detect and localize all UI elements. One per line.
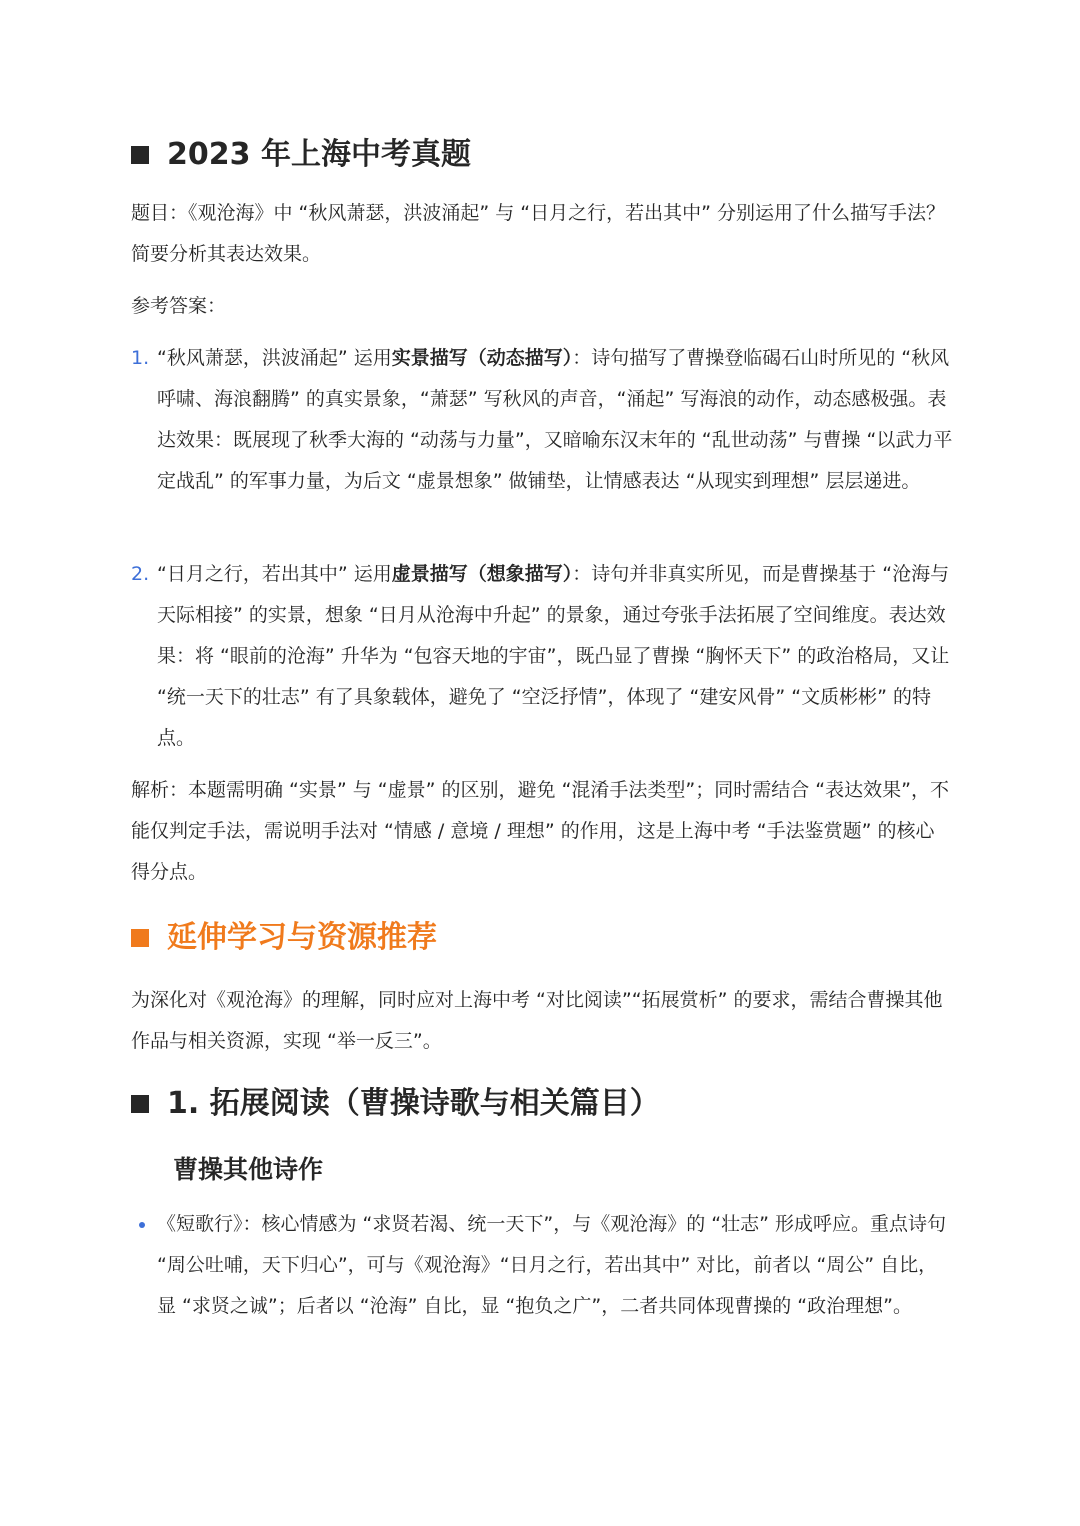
- subheading-other-poems: 曹操其他诗作: [173, 1155, 324, 1184]
- list-number: 1.: [131, 347, 150, 369]
- answer-prefix: “秋风萧瑟，洪波涌起” 运用: [157, 347, 392, 369]
- answer-detail: ：诗句并非真实所见，而是曹操基于 “沧海与天际相接” 的实景，想象 “日月从沧海中升起” 的景象，通过夸张手法拓展了空间维度。表达效果：将 “眼前的沧海” 升华为 “包容天地的宇宙”，既凸显了曹操 “胸怀天下” 的政治格局，又让 “统一天下的壮志” 有了具象载体，避免了 “空泛抒情”，体现了 “建安风骨” “文质彬彬” 的特点。: [157, 563, 950, 749]
- bullet-dot-icon: [139, 1222, 145, 1228]
- list-number: 2.: [131, 563, 150, 585]
- question-paragraph: 题目：《观沧海》中 “秋风萧瑟，洪波涌起” 与 “日月之行，若出其中” 分别运用了什么描写手法？简要分析其表达效果。: [131, 202, 946, 265]
- answer-technique: 实景描写（动态描写）: [391, 347, 573, 369]
- square-bullet-icon: [131, 929, 149, 947]
- square-bullet-icon: [131, 146, 149, 164]
- analysis-paragraph: 解析：本题需明确 “实景” 与 “虚景” 的区别，避免 “混淆手法类型”；同时需结合 “表达效果”，不能仅判定手法，需说明手法对 “情感 / 意境 / 理想” 的作用，这是上海中考 “手法鉴赏题” 的核心得分点。: [131, 779, 949, 883]
- answer-technique: 虚景描写（想象描写）: [391, 563, 573, 585]
- bullet-item-duangexing: [131, 1204, 953, 1327]
- answer-item-body: [157, 338, 953, 502]
- answer-item-body: [157, 554, 953, 759]
- answer-prefix: “日月之行，若出其中” 运用: [157, 563, 392, 585]
- section-heading-reading: [131, 1084, 660, 1124]
- bullet-item-body: 《短歌行》：核心情感为 “求贤若渴、统一天下”，与《观沧海》的 “壮志” 形成呼应。重点诗句 “周公吐哺，天下归心”，可与《观沧海》“日月之行，若出其中” 对比，前者以 “周公” 自比，显 “求贤之诚”；后者以 “沧海” 自比，显 “抱负之广”，二者共同体现曹操的 “政治理想”。: [157, 1213, 946, 1317]
- section-heading-text: 延伸学习与资源推荐: [167, 920, 437, 955]
- extension-intro: 为深化对《观沧海》的理解，同时应对上海中考 “对比阅读”“拓展赏析” 的要求，需结合曹操其他作品与相关资源，实现 “举一反三”。: [131, 989, 943, 1052]
- answer-detail: ：诗句描写了曹操登临碣石山时所见的 “秋风呼啸、海浪翻腾” 的真实景象，“萧瑟” 写秋风的声音，“涌起” 写海浪的动作，动态感极强。表达效果：既展现了秋季大海的 “动荡与力量”，又暗喻东汉末年的 “乱世动荡” 与曹操 “以武力平定战乱” 的军事力量，为后文 “虚景想象” 做铺垫，让情感表达 “从现实到理想” 层层递进。: [157, 347, 953, 492]
- answer-label: 参考答案：: [131, 295, 227, 317]
- section-heading-extension: [131, 918, 437, 958]
- section-heading-exam: [131, 135, 471, 175]
- section-heading-text: 2023 年上海中考真题: [167, 137, 471, 172]
- section-heading-text: 1. 拓展阅读（曹操诗歌与相关篇目）: [167, 1086, 660, 1121]
- answer-item-1: [131, 338, 953, 502]
- square-bullet-icon: [131, 1095, 149, 1113]
- answer-item-2: [131, 554, 953, 759]
